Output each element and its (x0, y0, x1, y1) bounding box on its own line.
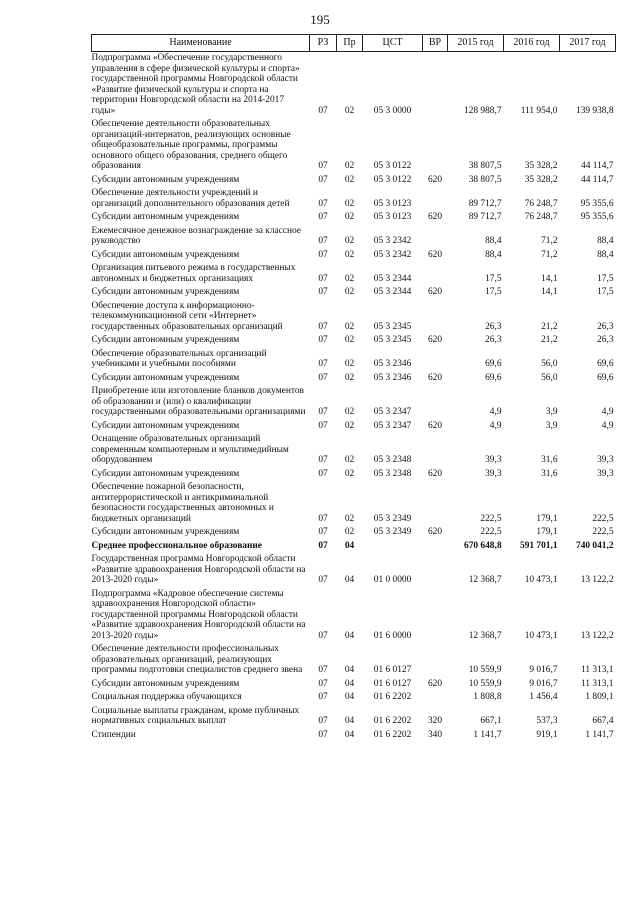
cell-vr: 620 (427, 468, 443, 479)
header-vr: ВР (423, 35, 448, 52)
cell-y2017: 740 041,2 (576, 540, 614, 551)
cell-rz: 07 (318, 372, 328, 383)
cell-y2015: 10 559,9 (468, 678, 502, 689)
cell-name: Социальные выплаты гражданам, кроме публичных нормативных социальных выплат (91, 705, 300, 726)
table-row (92, 300, 616, 335)
cell-vr: 620 (427, 174, 443, 185)
table-row (92, 481, 616, 526)
cell-pr: 02 (344, 455, 355, 465)
table-row (92, 118, 616, 174)
cell-y2017: 222,5 (592, 513, 614, 524)
cell-pr: 02 (344, 198, 355, 209)
cell-pr: 02 (344, 468, 355, 479)
cell-pr: 02 (344, 335, 355, 345)
cell-y2015: 1 141,7 (473, 729, 502, 740)
cell-rz: 07 (318, 455, 328, 465)
cell-y2016: 71,2 (541, 249, 558, 260)
cell-y2017: 11 313,1 (581, 678, 614, 689)
table-row (92, 52, 616, 119)
cell-y2015: 4,9 (489, 407, 502, 417)
cell-pr: 04 (344, 678, 355, 689)
cell-y2016: 35 328,2 (524, 161, 558, 171)
cell-y2015: 128 988,7 (464, 105, 502, 116)
cell-cst: 05 3 0122 (373, 174, 412, 185)
cell-name: Государственная программа Новгородской области «Развитие здравоохранения Новгородской области на 2013-2020 годы» (91, 554, 306, 585)
table-row (92, 385, 616, 420)
cell-cst: 05 3 2345 (373, 321, 412, 332)
cell-y2016: 21,2 (541, 321, 558, 332)
cell-name: Субсидии автономным учреждениям (91, 249, 240, 260)
cell-vr: 620 (427, 212, 443, 222)
cell-y2016: 31,6 (541, 455, 558, 465)
cell-y2016: 10 473,1 (524, 630, 558, 641)
cell-y2017: 95 355,6 (580, 212, 614, 222)
table-row (92, 468, 616, 482)
cell-y2015: 10 559,9 (468, 665, 502, 675)
cell-cst: 05 3 2342 (373, 236, 412, 246)
cell-pr: 02 (344, 527, 355, 537)
cell-vr: 620 (427, 372, 443, 383)
cell-pr: 04 (344, 716, 355, 726)
cell-pr: 02 (344, 236, 355, 246)
cell-cst: 05 3 2344 (373, 287, 412, 297)
cell-vr (423, 300, 448, 335)
cell-rz: 07 (318, 630, 328, 641)
cell-y2017: 44 114,7 (581, 174, 614, 185)
cell-y2017: 4,9 (601, 407, 614, 417)
header-pr: Пр (337, 35, 363, 52)
cell-y2016: 537,3 (536, 716, 558, 726)
cell-rz: 07 (318, 468, 328, 479)
cell-y2016: 1 456,4 (529, 692, 558, 702)
cell-pr: 04 (344, 729, 355, 740)
cell-rz: 07 (318, 105, 328, 116)
cell-rz: 07 (318, 692, 328, 702)
cell-cst: 05 3 2345 (373, 335, 412, 345)
cell-y2016: 14,1 (541, 287, 558, 297)
table-row (92, 211, 616, 225)
cell-pr: 02 (344, 287, 355, 297)
cell-pr: 04 (344, 692, 355, 702)
cell-y2015: 88,4 (485, 249, 502, 260)
cell-rz: 07 (318, 249, 328, 260)
cell-vr: 620 (427, 527, 443, 537)
cell-name: Субсидии автономным учреждениям (91, 678, 240, 689)
cell-y2016: 9 016,7 (529, 665, 558, 675)
cell-rz: 07 (318, 527, 328, 537)
table-row (92, 174, 616, 188)
cell-y2015: 89 712,7 (468, 198, 502, 209)
cell-cst: 01 6 0000 (373, 630, 412, 641)
cell-rz: 07 (318, 359, 328, 369)
cell-rz: 07 (318, 678, 328, 689)
table-row (92, 678, 616, 692)
cell-y2017: 13 122,2 (580, 630, 614, 641)
cell-y2017: 4,9 (601, 420, 614, 431)
cell-y2016: 21,2 (541, 335, 558, 345)
cell-rz: 07 (318, 575, 328, 585)
cell-name: Субсидии автономным учреждениям (91, 420, 240, 431)
table-row (92, 348, 616, 372)
table-row (92, 372, 616, 386)
page-number: 195 (310, 12, 330, 27)
cell-cst: 05 3 2349 (373, 513, 412, 524)
header-rz: РЗ (310, 35, 337, 52)
cell-cst: 05 3 2349 (373, 527, 412, 537)
cell-vr: 340 (427, 729, 443, 740)
cell-y2015: 4,9 (489, 420, 502, 431)
cell-name: Субсидии автономным учреждениям (91, 287, 240, 297)
cell-pr: 02 (344, 420, 355, 431)
cell-pr: 02 (344, 321, 355, 332)
cell-y2016: 919,1 (536, 729, 558, 740)
header-2016: 2016 год (504, 35, 560, 52)
cell-cst: 01 6 2202 (373, 729, 412, 740)
cell-cst: 01 6 0127 (373, 678, 412, 689)
cell-rz: 07 (318, 335, 328, 345)
cell-y2015: 89 712,7 (468, 212, 502, 222)
cell-cst: 05 3 0123 (373, 212, 412, 222)
cell-rz: 07 (318, 287, 328, 297)
cell-cst (363, 540, 423, 554)
cell-y2017: 88,4 (597, 249, 614, 260)
cell-y2015: 17,5 (485, 287, 502, 297)
budget-table (91, 34, 616, 742)
cell-y2017: 69,6 (597, 372, 614, 383)
cell-y2015: 222,5 (480, 527, 502, 537)
table-row (92, 286, 616, 300)
cell-cst: 01 6 0127 (373, 665, 412, 675)
cell-pr: 04 (344, 630, 355, 641)
cell-vr (423, 187, 448, 211)
cell-y2015: 88,4 (485, 236, 502, 246)
cell-y2015: 670 648,8 (464, 540, 502, 551)
cell-vr: 620 (427, 287, 443, 297)
cell-y2015: 17,5 (485, 273, 502, 284)
cell-pr: 02 (344, 273, 355, 284)
cell-rz: 07 (318, 321, 328, 332)
cell-vr (423, 481, 448, 526)
header-2015: 2015 год (448, 35, 504, 52)
cell-y2017: 13 122,2 (580, 575, 614, 585)
cell-vr (423, 225, 448, 249)
cell-vr: 620 (427, 249, 443, 260)
cell-y2017: 95 355,6 (580, 198, 614, 209)
cell-cst: 05 3 0000 (373, 105, 412, 116)
cell-vr (423, 118, 448, 174)
cell-y2017: 39,3 (597, 468, 614, 479)
cell-vr (423, 385, 448, 420)
table-row (92, 705, 616, 729)
cell-name: Субсидии автономным учреждениям (91, 468, 240, 479)
cell-rz: 07 (318, 716, 328, 726)
cell-rz: 07 (318, 513, 328, 524)
cell-y2017: 139 938,8 (576, 105, 614, 116)
cell-y2017: 26,3 (597, 321, 614, 332)
cell-cst: 05 3 2342 (373, 249, 412, 260)
cell-name: Субсидии автономным учреждениям (91, 212, 240, 222)
header-name: Наименование (92, 35, 310, 52)
cell-y2015: 39,3 (485, 468, 502, 479)
cell-y2016: 591 701,1 (520, 540, 558, 551)
cell-rz: 07 (318, 198, 328, 209)
cell-vr (423, 691, 448, 705)
cell-y2016: 35 328,2 (524, 174, 558, 185)
cell-name: Субсидии автономным учреждениям (91, 527, 240, 537)
cell-y2015: 12 368,7 (468, 630, 502, 641)
cell-name: Оснащение образовательных организаций современным компьютерным и мультимедийным оборудованием (91, 434, 289, 465)
cell-vr (423, 52, 448, 119)
table-row (92, 420, 616, 434)
cell-cst: 01 0 0000 (373, 575, 412, 585)
header-2017: 2017 год (560, 35, 616, 52)
cell-name: Подпрограмма «Кадровое обеспечение системы здравоохранения Новгородской области» государственной программы Новгородской области «Развитие здравоохранения Новгородской области на 2013-2020 годы» (91, 588, 306, 641)
cell-y2016: 179,1 (536, 513, 558, 524)
cell-rz: 07 (318, 665, 328, 675)
table-row (92, 334, 616, 348)
cell-y2017: 69,6 (597, 359, 614, 369)
cell-name: Субсидии автономным учреждениям (91, 335, 240, 345)
cell-name: Организация питьевого режима в государственных автономных и бюджетных организациях (91, 263, 296, 284)
cell-name: Среднее профессиональное образование (91, 540, 262, 551)
table-row (92, 526, 616, 540)
cell-y2016: 31,6 (541, 468, 558, 479)
table-row (92, 691, 616, 705)
cell-name: Подпрограмма «Обеспечение государственного управления в сфере физической культуры и спорта» государственной программы Новгородской области «Развитие физической культуры и спорта на территории Новгородской области на 2014-2017 годы» (91, 53, 300, 116)
cell-cst: 05 3 2346 (373, 372, 412, 383)
cell-cst: 01 6 2202 (373, 716, 412, 726)
cell-vr (423, 553, 448, 588)
cell-pr: 02 (344, 249, 355, 260)
cell-y2015: 38 807,5 (468, 174, 502, 185)
cell-rz: 07 (318, 161, 328, 171)
cell-y2016: 3,9 (545, 420, 558, 431)
cell-y2016: 56,0 (541, 359, 558, 369)
cell-pr: 02 (344, 407, 355, 417)
cell-y2016: 56,0 (541, 372, 558, 383)
cell-pr: 02 (344, 513, 355, 524)
cell-name: Обеспечение деятельности учреждений и организаций дополнительного образования детей (91, 188, 290, 209)
cell-name: Обеспечение деятельности профессиональных образовательных организаций, реализующих программы подготовки специалистов среднего звена (91, 644, 303, 675)
cell-y2017: 1 141,7 (585, 729, 614, 740)
cell-rz: 07 (318, 236, 328, 246)
cell-y2015: 1 808,8 (473, 692, 502, 702)
cell-vr (423, 540, 448, 554)
table-row (92, 262, 616, 286)
cell-y2015: 12 368,7 (468, 575, 502, 585)
cell-pr: 04 (344, 575, 355, 585)
cell-name: Ежемесячное денежное вознаграждение за классное руководство (91, 225, 301, 246)
cell-vr (423, 262, 448, 286)
table-row (92, 643, 616, 678)
cell-cst: 05 3 2347 (373, 407, 412, 417)
cell-pr: 04 (344, 665, 355, 675)
cell-vr (423, 433, 448, 468)
cell-y2016: 76 248,7 (524, 212, 558, 222)
cell-y2017: 1 809,1 (585, 692, 614, 702)
cell-y2015: 38 807,5 (468, 161, 502, 171)
cell-rz: 07 (318, 540, 328, 551)
cell-name: Субсидии автономным учреждениям (91, 174, 240, 185)
cell-y2015: 667,1 (480, 716, 502, 726)
cell-y2016: 9 016,7 (529, 678, 558, 689)
cell-name: Социальная поддержка обучающихся (91, 692, 242, 702)
cell-y2016: 179,1 (536, 527, 558, 537)
cell-vr: 320 (427, 716, 443, 726)
cell-vr (423, 643, 448, 678)
cell-y2016: 76 248,7 (524, 198, 558, 209)
cell-y2017: 667,4 (592, 716, 614, 726)
cell-y2017: 26,3 (597, 335, 614, 345)
cell-vr: 620 (427, 678, 443, 689)
header-cst: ЦСТ (363, 35, 423, 52)
cell-y2015: 26,3 (485, 335, 502, 345)
cell-name: Стипендии (91, 729, 136, 740)
table-body (92, 52, 616, 743)
table-row (92, 729, 616, 743)
cell-name: Субсидии автономным учреждениям (91, 372, 240, 383)
cell-rz: 07 (318, 174, 328, 185)
cell-pr: 02 (344, 372, 355, 383)
table-row (92, 540, 616, 554)
cell-y2017: 39,3 (597, 455, 614, 465)
cell-y2017: 17,5 (597, 287, 614, 297)
cell-vr: 620 (427, 335, 443, 345)
cell-cst: 01 6 2202 (373, 692, 412, 702)
table-row (92, 249, 616, 263)
cell-y2015: 69,6 (485, 359, 502, 369)
cell-y2017: 44 114,7 (581, 161, 614, 171)
cell-rz: 07 (318, 212, 328, 222)
cell-cst: 05 3 2348 (373, 468, 412, 479)
cell-cst: 05 3 2344 (373, 273, 412, 284)
cell-y2016: 10 473,1 (524, 575, 558, 585)
table-row (92, 553, 616, 588)
cell-y2016: 14,1 (541, 273, 558, 284)
cell-name: Обеспечение доступа к информационно-телекоммуникационной сети «Интернет» государственных образовательных организаций (91, 300, 283, 332)
cell-name: Приобретение или изготовление бланков документов об образовании и (или) о квалификации государственными образовательными организациями (91, 386, 306, 417)
cell-vr (423, 588, 448, 644)
cell-y2017: 222,5 (592, 527, 614, 537)
cell-name: Обеспечение деятельности образовательных организаций-интернатов, реализующих основные общеобразовательные программы, программы основного общего образования, среднего общего образования (91, 119, 291, 171)
cell-pr: 02 (344, 105, 355, 116)
cell-y2017: 88,4 (597, 236, 614, 246)
cell-y2017: 11 313,1 (581, 665, 614, 675)
cell-name: Обеспечение пожарной безопасности, антитеррористической и антикриминальной безопасности государственных автономных и бюджетных организаций (91, 482, 274, 524)
cell-vr (423, 348, 448, 372)
cell-cst: 05 3 2348 (373, 455, 412, 465)
cell-pr: 02 (344, 359, 355, 369)
cell-y2016: 71,2 (541, 236, 558, 246)
table-row (92, 588, 616, 644)
cell-cst: 05 3 0123 (373, 198, 412, 209)
cell-rz: 07 (318, 729, 328, 740)
cell-y2017: 17,5 (597, 273, 614, 284)
table-row (92, 225, 616, 249)
cell-cst: 05 3 2347 (373, 420, 412, 431)
table-row (92, 433, 616, 468)
cell-vr: 620 (427, 420, 443, 431)
cell-rz: 07 (318, 273, 328, 284)
cell-y2015: 39,3 (485, 455, 502, 465)
cell-pr: 04 (344, 540, 355, 551)
cell-cst: 05 3 0122 (373, 161, 412, 171)
table-header-row (92, 35, 616, 52)
cell-rz: 07 (318, 407, 328, 417)
cell-name: Обеспечение образовательных организаций учебниками и учебными пособиями (91, 348, 267, 369)
cell-y2015: 222,5 (480, 513, 502, 524)
table-row (92, 187, 616, 211)
cell-pr: 02 (344, 212, 355, 222)
cell-pr: 02 (344, 161, 355, 171)
cell-y2016: 111 954,0 (520, 105, 558, 116)
cell-cst: 05 3 2346 (373, 359, 412, 369)
cell-y2016: 3,9 (545, 407, 558, 417)
cell-pr: 02 (344, 174, 355, 185)
cell-y2015: 69,6 (485, 372, 502, 383)
cell-y2015: 26,3 (485, 321, 502, 332)
cell-rz: 07 (318, 420, 328, 431)
